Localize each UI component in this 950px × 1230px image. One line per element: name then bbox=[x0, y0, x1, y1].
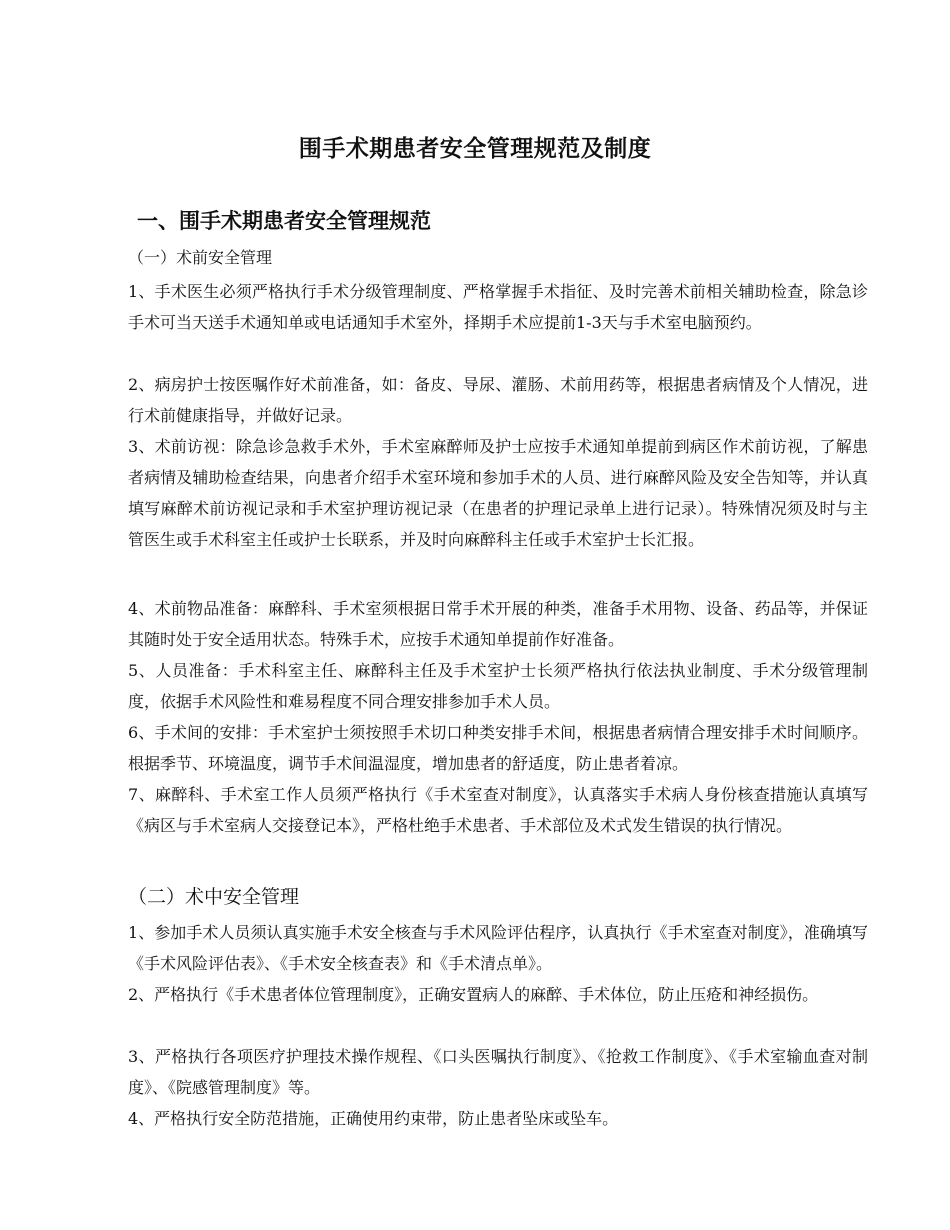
paragraph-preop-2: 2、病房护士按医嘱作好术前准备，如：备皮、导尿、灌肠、术前用药等，根据患者病情及个人情况，进行术前健康指导，并做好记录。 bbox=[128, 375, 868, 425]
paragraph-intraop-3: 3、严格执行各项医疗护理技术操作规程、《口头医嘱执行制度》、《抢救工作制度》、《手术室输血查对制度》、《院感管理制度》等。 bbox=[128, 1047, 868, 1097]
paragraph-preop-4: 4、术前物品准备：麻醉科、手术室须根据日常手术开展的种类，准备手术用物、设备、药品等，并保证其随时处于安全适用状态。特殊手术，应按手术通知单提前作好准备。 bbox=[128, 599, 868, 649]
paragraph-intraop-2: 2、严格执行《手术患者体位管理制度》，正确安置病人的麻醉、手术体位，防止压疮和神经损伤。 bbox=[128, 985, 819, 1004]
paragraph-preop-6: 6、手术间的安排：手术室护士须按照手术切口种类安排手术间，根据患者病情合理安排手术时间顺序。根据季节、环境温度，调节手术间温湿度，增加患者的舒适度，防止患者着凉。 bbox=[128, 723, 868, 773]
document-title: 围手术期患者安全管理规范及制度 bbox=[298, 136, 652, 162]
section-heading-1: 一、围手术期患者安全管理规范 bbox=[137, 209, 431, 233]
paragraph-intraop-4: 4、严格执行安全防范措施，正确使用约束带，防止患者坠床或坠车。 bbox=[128, 1109, 619, 1128]
paragraph-preop-5: 5、人员准备：手术科室主任、麻醉科主任及手术室护士长须严格执行依法执业制度、手术分级管理制度，依据手术风险性和难易程度不同合理安排参加手术人员。 bbox=[128, 661, 868, 711]
paragraph-preop-3: 3、术前访视：除急诊急救手术外，手术室麻醉师及护士应按手术通知单提前到病区作术前访视，了解患者病情及辅助检查结果，向患者介绍手术室环境和参加手术的人员、进行麻醉风险及安全告知等，并认真填写麻醉术前访视记录和手术室护理访视记录（在患者的护理记录单上进行记录）。特殊情况须及时与主管医生或手术科室主任或护士长联系，并及时向麻醉科主任或手术室护士长汇报。 bbox=[128, 437, 868, 549]
paragraph-intraop-1: 1、参加手术人员须认真实施手术安全核查与手术风险评估程序，认真执行《手术室查对制度》，准确填写《手术风险评估表》、《手术安全核查表》和《手术清点单》。 bbox=[128, 923, 868, 973]
subsection-heading-preop: （一）术前安全管理 bbox=[128, 248, 273, 267]
paragraph-preop-7: 7、麻醉科、手术室工作人员须严格执行《手术室查对制度》，认真落实手术病人身份核查措施认真填写《病区与手术室病人交接登记本》，严格杜绝手术患者、手术部位及术式发生错误的执行情况。 bbox=[128, 785, 868, 835]
paragraph-preop-1: 1、手术医生必须严格执行手术分级管理制度、严格掌握手术指征、及时完善术前相关辅助检查，除急诊手术可当天送手术通知单或电话通知手术室外，择期手术应提前1-3天与手术室电脑预约。 bbox=[128, 282, 868, 332]
subsection-heading-intraop: （二）术中安全管理 bbox=[128, 886, 300, 908]
